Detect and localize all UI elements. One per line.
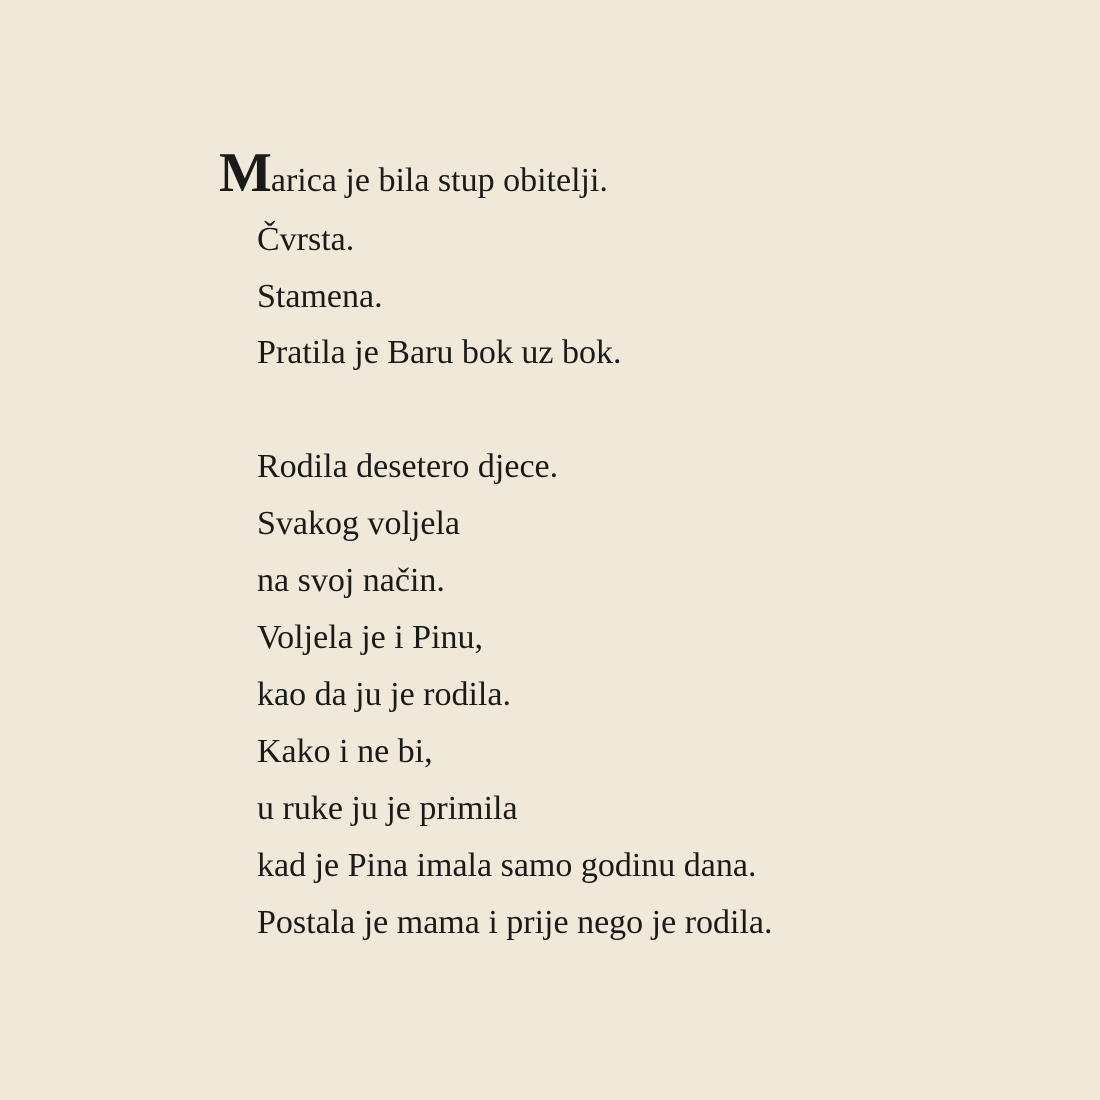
poem-line: Svakog voljela bbox=[257, 505, 461, 542]
poem-line: kad je Pina imala samo godinu dana. bbox=[257, 847, 757, 884]
poem-line: Stamena. bbox=[257, 278, 383, 315]
first-line-text: arica je bila stup obitelji. bbox=[270, 162, 608, 199]
poem-line: na svoj način. bbox=[257, 562, 445, 599]
poem-line: Rodila desetero djece. bbox=[257, 448, 559, 485]
poem-line: u ruke ju je primila bbox=[257, 790, 518, 827]
poem-line: Voljela je i Pinu, bbox=[257, 619, 484, 656]
poem-first-line bbox=[219, 142, 608, 204]
poem-line: Pratila je Baru bok uz bok. bbox=[257, 334, 622, 371]
poem-line: kao da ju je rodila. bbox=[257, 676, 511, 713]
poem-line: Čvrsta. bbox=[257, 221, 355, 258]
poem-line: Postala je mama i prije nego je rodila. bbox=[257, 904, 773, 941]
drop-cap: M bbox=[219, 142, 271, 204]
poem-line: Kako i ne bi, bbox=[257, 733, 433, 770]
